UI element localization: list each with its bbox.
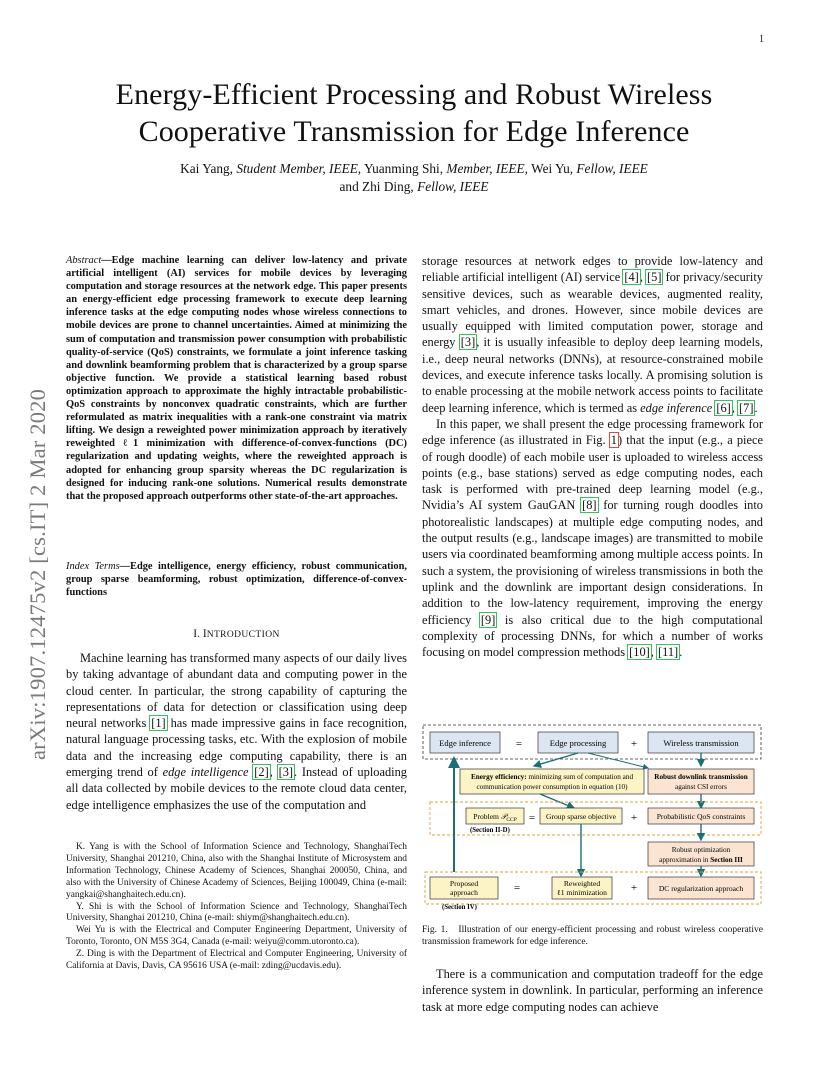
footnote: Y. Shi is with the School of Information Science and Technology, ShanghaiTech University, Shanghai 201210, China (e-mail: shiym@shanghaitech.edu.cn). — [66, 901, 407, 924]
plus-sign: + — [630, 738, 638, 750]
index-terms-label: Index Terms — [66, 561, 120, 572]
robust-optimization-line-1: Robust optimization — [671, 846, 731, 854]
robust-optimization-line-2: approximation in Section III — [659, 856, 743, 864]
author-name: Yuanming Shi, — [363, 161, 444, 176]
section-heading — [66, 628, 407, 640]
citation-link[interactable]: [11] — [658, 645, 679, 660]
section-initial: I — [202, 628, 207, 640]
citation-link[interactable]: [3] — [460, 335, 476, 350]
right-column-bottom-text — [422, 966, 763, 1015]
footnote: Z. Ding is with the Department of Electrical and Computer Engineering, University of California at Davis, Davis, CA 95616 USA (e-mail: zding@ucdavis.edu). — [66, 949, 407, 972]
citation-link[interactable]: [8] — [582, 498, 597, 513]
author-role: Member, IEEE, — [446, 161, 528, 176]
robust-downlink-line-1: Robust downlink transmission — [654, 773, 748, 781]
author-name: Kai Yang, — [180, 161, 233, 176]
probabilistic-qos-label: Probabilistic QoS constraints — [656, 812, 746, 821]
robust-downlink-line-2: against CSI errors — [675, 783, 727, 791]
index-terms — [66, 560, 407, 599]
citation-link[interactable]: [5] — [647, 270, 662, 285]
author-list — [60, 160, 768, 196]
figure-caption — [422, 924, 763, 948]
edge-inference-label: Edge inference — [439, 738, 491, 748]
author-role: Fellow, IEEE — [417, 179, 489, 194]
footnotes — [66, 842, 407, 973]
figure-link[interactable]: 1 — [610, 433, 617, 448]
intro-text: Machine learning has transformed many aspects of our daily lives by taking advantage of abundant data and computing power in the cloud center. In particular, the strong capability of capturing the representations of data for detection or classification using deep neural networks [1] has made impressive gains in face recognition, natural language processing tasks, etc. With the explosion of mobile data and the increasing edge computing capability, there is an emerging trend of edge intelligence [2], [3]. Instead of uploading all data collected by mobile devices to the remote cloud data center, edge intelligence emphasizes the use of the computation and — [66, 651, 407, 812]
citation-link[interactable]: [9] — [480, 612, 496, 627]
citation-link[interactable]: [10] — [629, 645, 650, 660]
proposed-approach-line-1: Proposed — [449, 879, 479, 888]
author-role: Fellow, IEEE — [576, 161, 648, 176]
plus-sign: + — [630, 882, 638, 894]
abstract-label: Abstract — [66, 255, 102, 266]
caption-label: Fig. 1. — [422, 925, 448, 935]
paragraph: There is a communication and computation tradeoff for the edge inference system in downlink. In particular, performing an inference task at more edge computing nodes can achieve — [422, 967, 763, 1014]
equals-sign: = — [515, 738, 523, 750]
abstract-text: —Edge machine learning can deliver low-latency and private artificial intelligent (AI) services for mobile devices by leveraging computation and storage resources at the network edge. This paper presents an energy-efficient edge processing framework to execute deep learning inference tasks at the edge computing nodes whose wireless connections to mobile devices are prone to channel uncertainties. Aimed at minimizing the sum of computation and transmission power consumption with probabilistic quality-of-service (QoS) constraints, we formulate a joint inference tasking and downlink beamforming problem that is characterized by a group sparse objective function. We provide a statistical learning based robust optimization approach to approximate the highly intractable probabilistic-QoS constraints by nonconvex quadratic constraints, which are further reformulated as matrix inequalities with a rank-one constraint via matrix lifting. We design a reweighted power minimization approach by iteratively reweighted ℓ1 minimization with difference-of-convex-functions (DC) regularization and updating weights, where the reweighted approach is adopted for enhancing group sparsity whereas the DC regularization is designed for inducing rank-one solutions. Numerical results demonstrate that the proposed approach outperforms other state-of-the-art approaches. — [66, 255, 407, 502]
author-name: Wei Yu, — [531, 161, 574, 176]
footnote: Wei Yu is with the Electrical and Computer Engineering Department, University of Toronto, Toronto, ON M5S 3G4, Canada (e-mail: weiyu@comm.utoronto.ca). — [66, 925, 407, 948]
author-role: Student Member, IEEE, — [236, 161, 362, 176]
citation-link[interactable]: [7] — [739, 400, 754, 415]
citation-link[interactable]: [3] — [278, 765, 294, 780]
citation-link[interactable]: [4] — [624, 270, 639, 285]
energy-efficiency-line-2: communication power consumption in equation (10) — [476, 783, 628, 791]
group-sparse-label: Group sparse objective — [545, 812, 617, 821]
section-numeral: I. — [193, 628, 200, 640]
title-line-2: Cooperative Transmission for Edge Inference — [138, 115, 690, 148]
framework-diagram — [422, 722, 764, 912]
page-number: 1 — [759, 34, 764, 45]
proposed-approach-line-2: approach — [450, 888, 478, 897]
dc-regularization-label: DC regularization approach — [658, 884, 744, 893]
equals-sign: = — [528, 812, 536, 824]
section-4-label: (Section IV) — [442, 904, 477, 911]
paper-title — [40, 76, 788, 150]
equals-sign: = — [513, 882, 521, 894]
caption-text: Illustration of our energy-efficient processing and robust wireless cooperative transmission framework for edge inference. — [422, 925, 763, 947]
abstract — [66, 254, 407, 503]
arrow — [540, 794, 574, 808]
arxiv-stamp: arXiv:1907.12475v2 [cs.IT] 2 Mar 2020 — [25, 388, 50, 760]
reweighted-line-2: ℓ1 minimization — [557, 888, 607, 897]
edge-processing-label: Edge processing — [549, 738, 607, 748]
citation-link[interactable]: [2] — [254, 765, 269, 780]
right-column-text: storage resources at network edges to provide low-latency and reliable artificial intelligent (AI) service [4], [5] for privacy/security sensitive devices, such as wearable devices, augmented reality, smart vehicles, and drones. However, since mobile devices are usually equipped with limited computation power, storage and energy [3], it is usually infeasible to deploy deep learning models, i.e., deep neural networks (DNNs), at resource-constrained mobile devices, and execute inference tasks locally. A promising solution is to enable processing at the mobile network access points to facilitate deep learning inference, which is termed as edge inference [6], [7]. In this paper, we shall present the edge processing framework for edge inference (as illustrated in Fig. 1) that the input (e.g., a piece of rough doodle) of each mobile user is uploaded to wireless access points (e.g., base stations) served as edge computing nodes, each task is performed with pre-trained deep learning model (e.g., Nvidia’s AI system GauGAN [8] for turning rough doodles into photorealistic landscapes) at multiple edge computing nodes, and the output results (e.g., landscape images) are transmitted to mobile users via coordinated beamforming among multiple access points. In such a system, the provisioning of wireless transmissions in both the uplink and the downlink are important design considerations. In addition to the low-latency requirement, improving the energy efficiency [9] is also critical due to the high computational complexity of processing DNNs, for which a number of works focusing on model compression methods [10], [11]. — [422, 254, 763, 660]
problem-label: Problem 𝒫$_{CCP}$ — [473, 812, 517, 823]
energy-efficiency-line-1: Energy efficiency: minimizing sum of computation and — [470, 773, 634, 781]
arrow — [588, 753, 648, 768]
section-2d-label: (Section II-D) — [470, 827, 510, 834]
footnote: K. Yang is with the School of Information Science and Technology, ShanghaiTech University, Shanghai 201210, China, also with the Shanghai Institute of Microsystem and Information Technology, Chinese Academy of Sciences, Shanghai 200050, China, and also with the University of Chinese Academy of Sciences, Beijing 100049, China (e-mail: yangkai@shanghaitech.edu.cn). — [66, 842, 407, 900]
reweighted-line-1: Reweighted — [563, 879, 601, 888]
author-name: and Zhi Ding, — [339, 179, 414, 194]
citation-link[interactable]: [1] — [151, 716, 166, 731]
section-title-rest: NTRODUCTION — [206, 630, 280, 640]
plus-sign: + — [630, 812, 638, 824]
title-line-1: Energy-Efficient Processing and Robust Wireless — [115, 78, 713, 111]
wireless-transmission-label: Wireless transmission — [663, 738, 739, 748]
arrow — [534, 753, 578, 766]
citation-link[interactable]: [6] — [716, 400, 731, 415]
index-terms-text: —Edge intelligence, energy efficiency, robust communication, group sparse beamforming, robust optimization, difference-of-convex-functions — [66, 561, 407, 599]
